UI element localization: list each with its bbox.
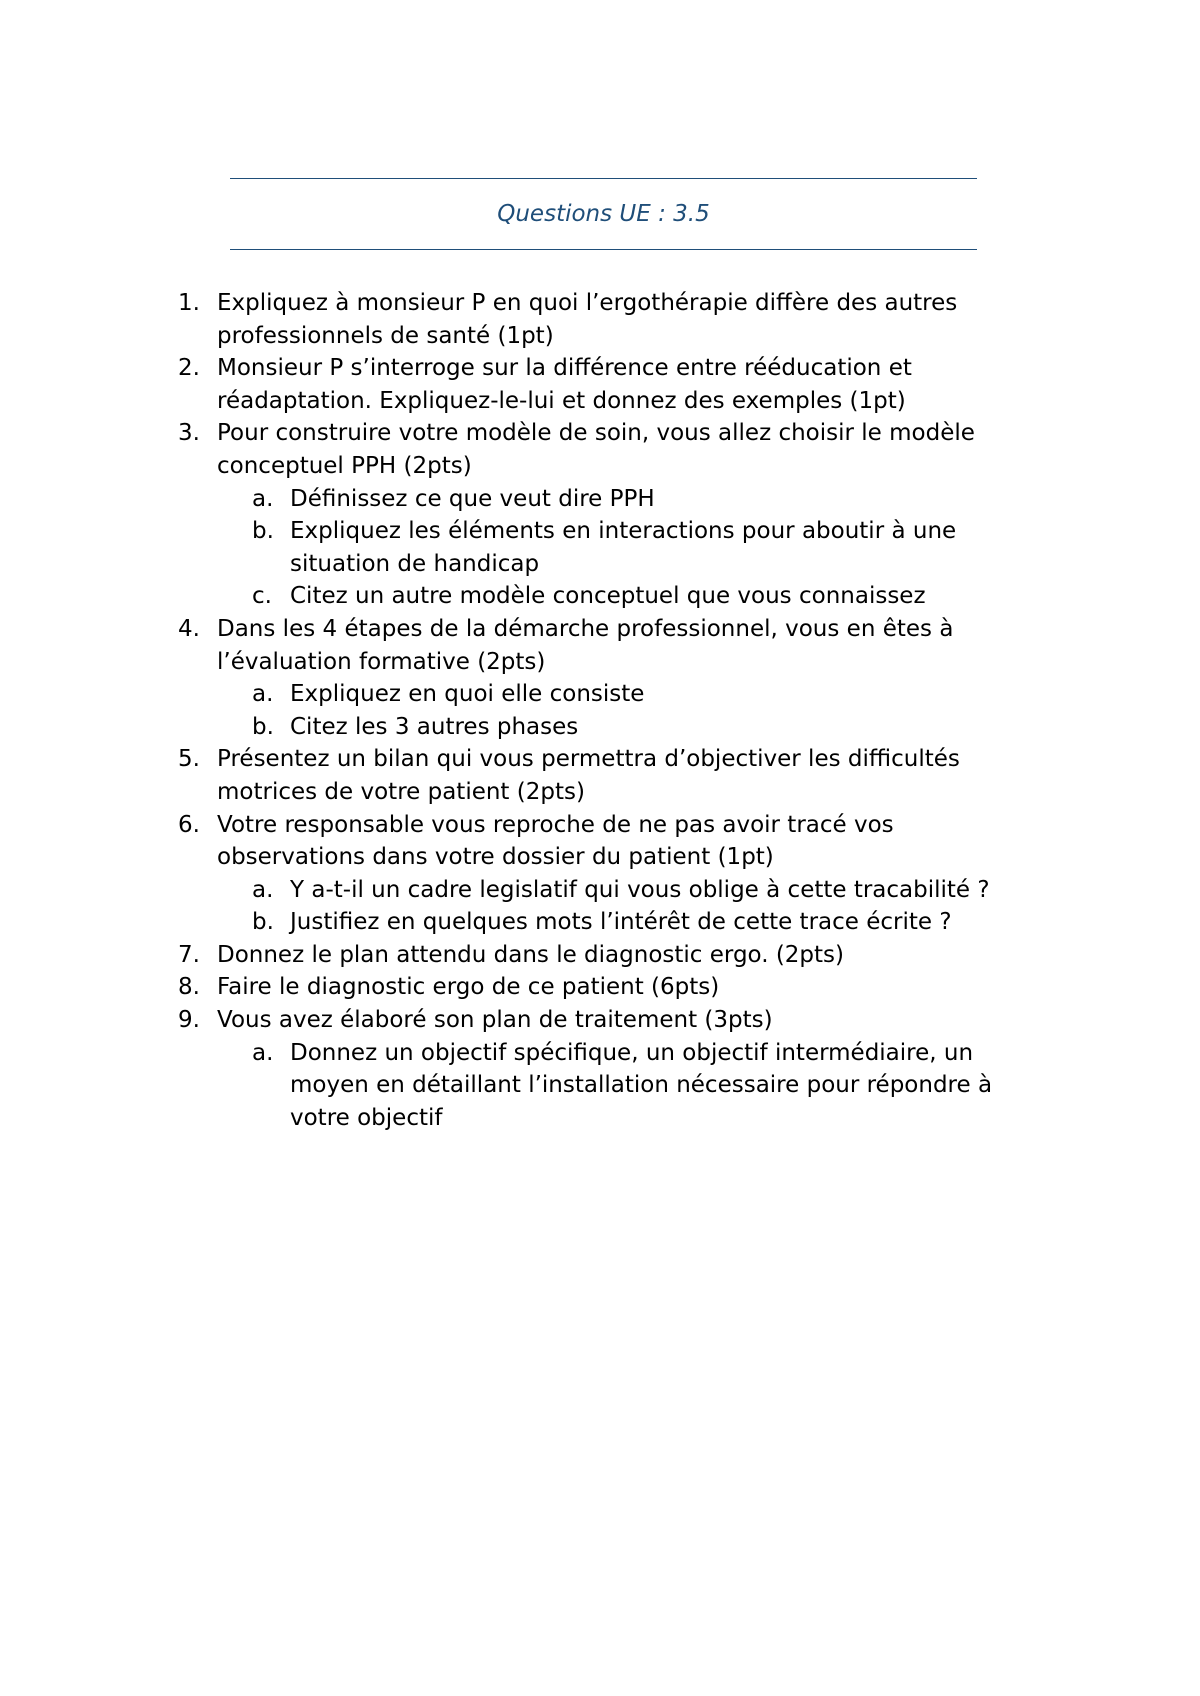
question-text: l’évaluation formative (2pts)	[217, 648, 546, 675]
sub-question-line	[0, 483, 1200, 516]
question-line	[0, 809, 1200, 842]
question-line	[0, 417, 1200, 450]
list-marker: 7.	[178, 941, 200, 968]
list-marker: b.	[252, 713, 274, 740]
sub-question-line	[0, 874, 1200, 907]
list-marker: 2.	[178, 355, 200, 382]
question-text: Vous avez élaboré son plan de traitement (3pts)	[217, 1007, 773, 1034]
question-text: Y a-t-il un cadre legislatif qui vous oblige à cette tracabilité ?	[290, 876, 990, 903]
list-marker: a.	[252, 1039, 274, 1066]
list-marker: a.	[252, 876, 274, 903]
sub-question-line	[0, 678, 1200, 711]
list-marker: b.	[252, 518, 274, 545]
question-text: situation de handicap	[290, 550, 540, 577]
question-line	[0, 743, 1200, 776]
question-text: motrices de votre patient (2pts)	[217, 778, 585, 805]
question-line	[0, 320, 1200, 353]
question-line	[0, 776, 1200, 809]
sub-question-line	[0, 711, 1200, 744]
sub-question-line	[0, 515, 1200, 548]
title-top-rule	[230, 178, 977, 179]
question-text: professionnels de santé (1pt)	[217, 322, 554, 349]
list-marker: 3.	[178, 420, 200, 447]
question-text: Définissez ce que veut dire PPH	[290, 485, 655, 512]
question-text: Dans les 4 étapes de la démarche professionnel, vous en êtes à	[217, 615, 954, 642]
question-text: réadaptation. Expliquez-le-lui et donnez des exemples (1pt)	[217, 387, 906, 414]
question-line	[0, 352, 1200, 385]
question-text: votre objectif	[290, 1104, 443, 1131]
question-text: Faire le diagnostic ergo de ce patient (6pts)	[217, 974, 720, 1001]
list-marker: 5.	[178, 746, 200, 773]
list-marker: 6.	[178, 811, 200, 838]
question-line	[0, 385, 1200, 418]
question-text: Monsieur P s’interroge sur la différence entre rééducation et	[217, 355, 912, 382]
question-line	[0, 1004, 1200, 1037]
sub-question-line	[0, 548, 1200, 581]
question-text: Expliquez les éléments en interactions pour aboutir à une	[290, 518, 957, 545]
question-line	[0, 939, 1200, 972]
question-line	[0, 613, 1200, 646]
question-text: Pour construire votre modèle de soin, vous allez choisir le modèle	[217, 420, 975, 447]
sub-question-line	[0, 906, 1200, 939]
question-line	[0, 841, 1200, 874]
question-list	[0, 287, 1200, 1134]
question-text: Donnez un objectif spécifique, un objectif intermédiaire, un	[290, 1039, 974, 1066]
sub-question-line	[0, 1069, 1200, 1102]
question-text: Votre responsable vous reproche de ne pas avoir tracé vos	[217, 811, 894, 838]
question-line	[0, 646, 1200, 679]
question-text: observations dans votre dossier du patient (1pt)	[217, 844, 774, 871]
list-marker: 1.	[178, 290, 200, 316]
question-text: Présentez un bilan qui vous permettra d’objectiver les difficultés	[217, 746, 960, 773]
question-text: Justifiez en quelques mots l’intérêt de cette trace écrite ?	[290, 909, 952, 936]
list-marker: c.	[252, 583, 272, 610]
title-bottom-rule	[230, 249, 977, 250]
question-line	[0, 450, 1200, 483]
list-marker: b.	[252, 909, 274, 936]
document-title: Questions UE : 3.5	[497, 201, 710, 227]
sub-question-line	[0, 1102, 1200, 1135]
list-marker: a.	[252, 485, 274, 512]
sub-question-line	[0, 580, 1200, 613]
list-marker: a.	[252, 681, 274, 708]
question-text: Citez un autre modèle conceptuel que vous connaissez	[290, 583, 926, 610]
question-text: Citez les 3 autres phases	[290, 713, 579, 740]
question-text: Expliquez à monsieur P en quoi l’ergothérapie diffère des autres	[217, 290, 958, 316]
list-marker: 9.	[178, 1007, 200, 1034]
question-text: Donnez le plan attendu dans le diagnostic ergo. (2pts)	[217, 941, 845, 968]
list-marker: 4.	[178, 615, 200, 642]
question-line	[0, 971, 1200, 1004]
question-text: Expliquez en quoi elle consiste	[290, 681, 645, 708]
question-line	[0, 287, 1200, 320]
sub-question-line	[0, 1037, 1200, 1070]
list-marker: 8.	[178, 974, 200, 1001]
question-text: moyen en détaillant l’installation nécessaire pour répondre à	[290, 1072, 993, 1099]
question-text: conceptuel PPH (2pts)	[217, 452, 472, 479]
